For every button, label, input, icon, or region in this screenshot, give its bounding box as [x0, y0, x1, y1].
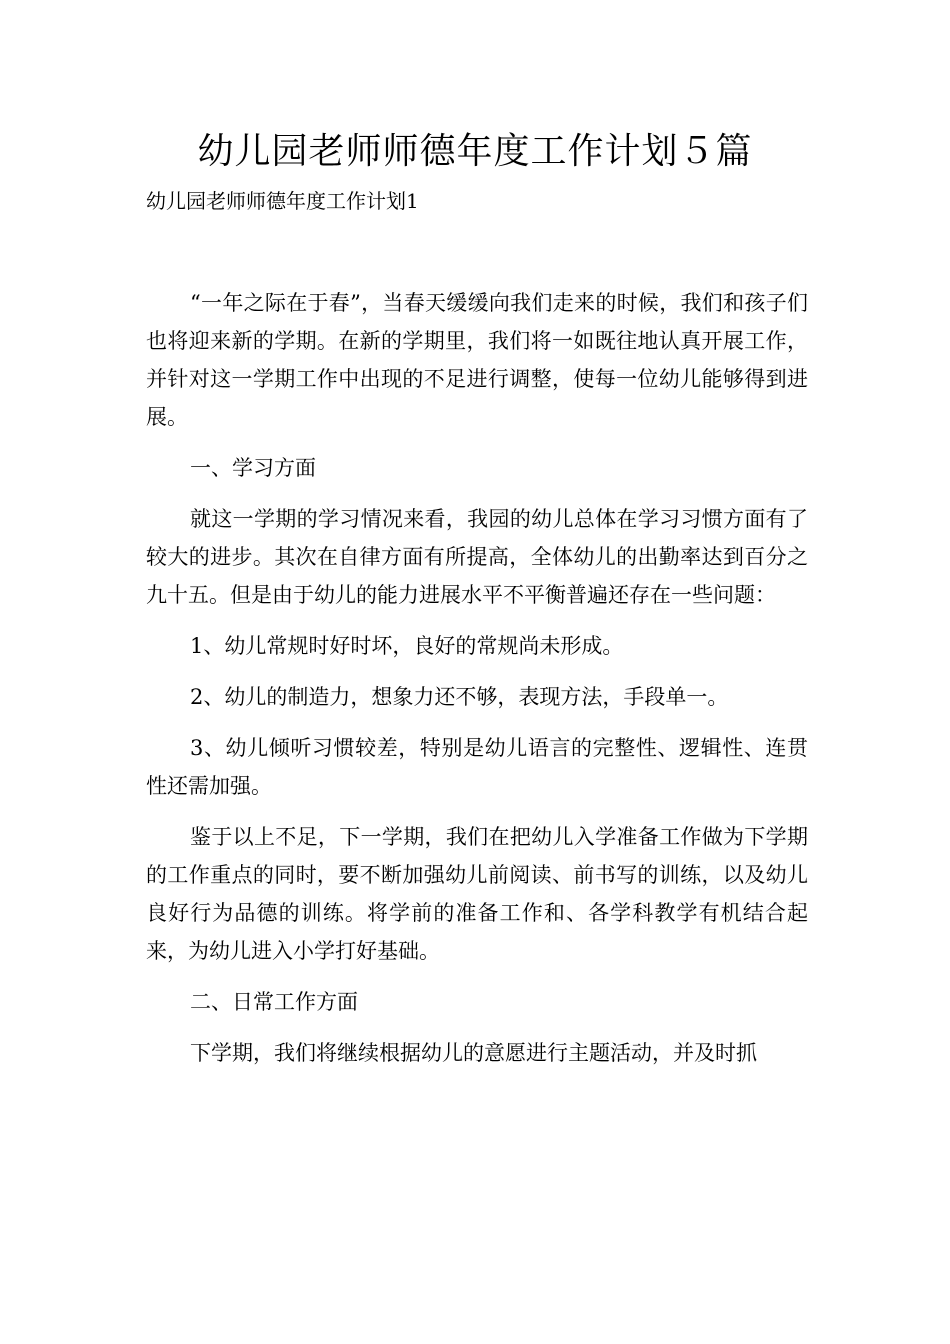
paragraph-daily-work: 下学期，我们将继续根据幼儿的意愿进行主题活动，并及时抓 [190, 1041, 757, 1065]
paragraph-intro: “一年之际在于春”，当春天缓缓向我们走来的时候，我们和孩子们也将迎来新的学期。在新的学期里，我们将一如既往地认真开展工作，并针对这一学期工作中出现的不足进行调整，使每一位幼儿能够得到进展。 [146, 291, 808, 429]
section-heading-study: 一、学习方面 [190, 456, 316, 480]
paragraph-plan: 鉴于以上不足，下一学期，我们在把幼儿入学准备工作做为下学期的工作重点的同时，要不断加强幼儿前阅读、前书写的训练，以及幼儿良好行为品德的训练。将学前的准备工作和、各学科教学有机结合起来，为幼儿进入小学打好基础。 [146, 825, 808, 963]
document-title: 幼儿园老师师德年度工作计划５篇 [197, 131, 753, 172]
list-item-problem-3: 3、幼儿倾听习惯较差，特别是幼儿语言的完整性、逻辑性、连贯性还需加强。 [146, 736, 808, 798]
document-body [146, 284, 808, 1085]
document-subtitle: 幼儿园老师师德年度工作计划1 [146, 189, 419, 213]
section-heading-daily-work: 二、日常工作方面 [190, 990, 358, 1014]
paragraph-study-overview: 就这一学期的学习情况来看，我园的幼儿总体在学习习惯方面有了较大的进步。其次在自律方面有所提高，全体幼儿的出勤率达到百分之九十五。但是由于幼儿的能力进展水平不平衡普遍还存在一些问题： [146, 507, 808, 607]
list-item-problem-2: 2、幼儿的制造力，想象力还不够，表现方法，手段单一。 [190, 685, 729, 709]
list-item-problem-1: 1、幼儿常规时好时坏，良好的常规尚未形成。 [190, 634, 624, 658]
